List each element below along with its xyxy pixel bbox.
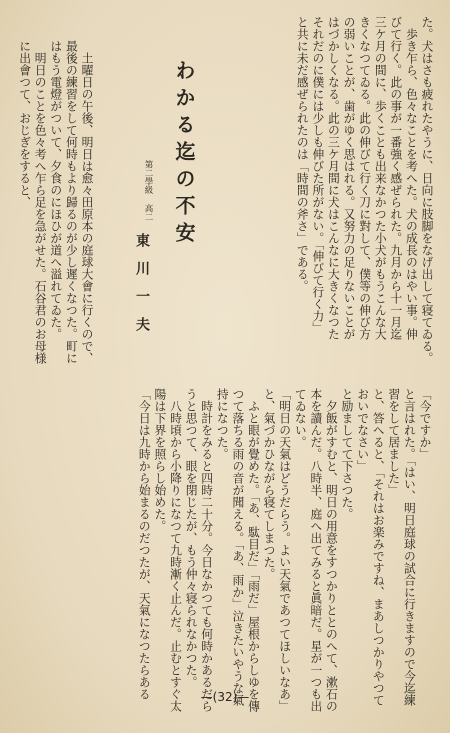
upper-text-block: た。犬はさも疲れたやうに、日向に肢脚をなげ出して寝てゐる。 歩き乍ら、色々なことを考へた。犬の成長のはやい事。伸 びて行く。此の事が一番強く感ぜられた。九月から十一月迄 三ケ月の間に、歩くことも出来なかつた小犬がもうこんな大 きくなつてゐる。此の伸びて行く刀に對して、僕等の伸び方 の弱いことが、歯がゆく思はれる。又努力の足りないことが はづかしくなる。此の三ケ月間に犬はこんなに大きくなつた それだのに僕には少しも伸びた所がない。「伸びて行く力」 と共に未だ感ぜられたのは「時間の斧さ」である。 xyxy=(295,16,434,364)
byline xyxy=(132,160,152,345)
story-title: わかる迄の不安 xyxy=(172,60,196,249)
left-text-block: 土曜日の午後、明日は愈々田原本の庭球大會に行くので、 最後の練習をして何時もより歸るのが少し遲くなつた。町に はもう電燈がついて、夕食のにほひが道へ溢れてゐた。 明日のことを色々考へ乍ら足を急がせた。石谷君のお母様 に出會つて、おじぎをすると、 xyxy=(17,40,94,364)
page-number: —(32)— xyxy=(200,690,250,704)
lower-text-block: 「今ですか」 と言はれた。「はい、明日庭球の試合に行きますので今迄練 習をして居ました」 と、答へると、「それはお楽みですね、まあしつかりやつて おいでなさい」 と励ましてて下さつた。 夕飯がすむと、明日の用意をすつかりととのへて、漱石の 本を讀んだ。八時半、庭へ出てみると眞暗だ。星が一つも出 てゐない。 「明日の天氣はどうだらう。よい天氣であつてほしいなあ」 と、氣づかひながら寝てしまつた。 ふと眼が覺めた。「あ、駄目だ」「雨だ」屋根からしゆを傳 つて落ちる雨の音が聞える。「あ、雨か」泣きたいやうな氣 持になつた。 時計をみると四時二十分。今日なかつても何時かあるだら うと思つて、眼を閉じたが、もう仲々寝られなかつた。 八時頃から小降りになつて九時漸く止んだ。止むとすぐ太 陽は下界を照らし始めた。 「今日は九時から始まるのだつたが、天氣になつたらある xyxy=(137,388,432,713)
author-grade: 第二學級 高二 xyxy=(143,160,153,221)
author-name: 東川一夫 xyxy=(134,233,150,345)
title-block xyxy=(170,60,199,249)
